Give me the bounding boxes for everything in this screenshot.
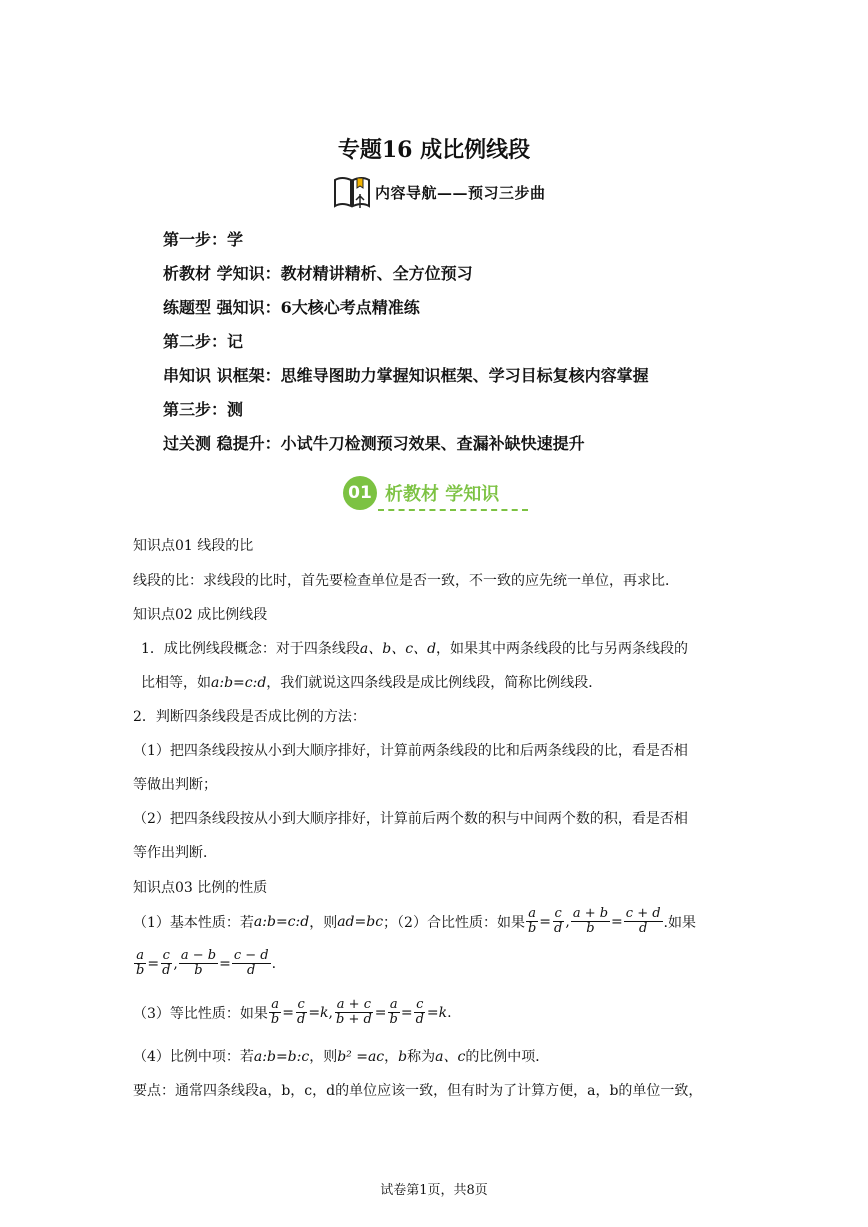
fraction: $\frac{c - d}{d}$ bbox=[233, 948, 269, 979]
fraction: $\frac{a}{b}$ bbox=[389, 997, 398, 1028]
method-1-line-1: （1）把四条线段按从小到大顺序排好，计算前两条线段的比和后两条线段的比，看是否相 bbox=[133, 743, 688, 759]
fraction: $\frac{a}{b}$ bbox=[136, 948, 145, 979]
mean-terms-ac: a、c bbox=[435, 1049, 466, 1065]
segments-abcd: a、b、c、d bbox=[359, 641, 437, 657]
property-4-then: ，则 bbox=[309, 1049, 338, 1065]
property-line-1: （1）基本性质：若 a:b=c:d ，则 ad=bc ；（2）合比性质：如果 $\frac{a}{b}$ = $\frac{c}{d}$ , $\frac{a + b}{b}$ = $\frac{c + d}{d}$ .如果 bbox=[133, 906, 696, 937]
property-2-ifmore: .如果 bbox=[663, 914, 696, 931]
step-3-item-1: 过关测 稳提升：小试牛刀检测预习效果、查漏补缺快速提升 bbox=[163, 434, 585, 453]
banner-text: 内容导航——预习三步曲 bbox=[375, 183, 546, 202]
method-heading: 2．判断四条线段是否成比例的方法： bbox=[133, 709, 366, 725]
concept-text-c: 比相等，如 bbox=[141, 675, 211, 691]
concept-line-1 bbox=[141, 638, 688, 658]
fraction: $\frac{c}{d}$ bbox=[296, 997, 306, 1028]
section-title: 析教材 学知识 bbox=[385, 484, 500, 505]
fraction: $\frac{a + c}{b + d}$ bbox=[335, 997, 372, 1028]
book-icon bbox=[332, 174, 372, 210]
step-1-item-2: 练题型 强知识：6大核心考点精准练 bbox=[163, 298, 420, 317]
fraction: $\frac{c}{d}$ bbox=[415, 997, 424, 1028]
property-3-label: （3）等比性质：如果 bbox=[133, 1005, 268, 1022]
step-2-item-1: 串知识 识框架：思维导图助力掌握知识框架、学习目标复核内容掌握 bbox=[163, 366, 649, 385]
step-1-label: 第一步：学 bbox=[163, 230, 244, 249]
knowledge-point-3-heading: 知识点03 比例的性质 bbox=[133, 880, 268, 896]
property-4-label: （4）比例中项：若 bbox=[133, 1049, 254, 1065]
section-number-badge: 01 bbox=[343, 476, 377, 510]
property-1-label: （1）基本性质：若 bbox=[133, 914, 254, 931]
knowledge-point-1-text: 线段的比：求线段的比时，首先要检查单位是否一致，不一致的应先统一单位，再求比． bbox=[133, 573, 679, 589]
concept-text-d: ，我们就说这四条线段是成比例线段，简称比例线段． bbox=[266, 675, 603, 691]
fraction: $\frac{a}{b}$ bbox=[527, 906, 537, 937]
step-3-label: 第三步：测 bbox=[163, 400, 244, 419]
method-1-line-2: 等做出判断； bbox=[133, 777, 217, 793]
property-4-called: 称为 bbox=[407, 1049, 436, 1065]
fraction: $\frac{c}{d}$ bbox=[554, 906, 563, 937]
basic-product: ad=bc bbox=[337, 913, 384, 930]
content-nav-banner bbox=[332, 172, 546, 212]
mean-square: b² =ac bbox=[337, 1049, 385, 1065]
property-2-label: ；（2）合比性质：如果 bbox=[383, 914, 525, 931]
basic-ratio: a:b=c:d bbox=[253, 913, 310, 930]
fraction: $\frac{c}{d}$ bbox=[162, 948, 171, 979]
mean-term: b bbox=[398, 1049, 408, 1065]
fraction: $\frac{c + d}{d}$ bbox=[625, 906, 661, 937]
concept-line-2 bbox=[141, 672, 602, 692]
page-footer: 试卷第1页，共8页 bbox=[380, 1183, 488, 1198]
knowledge-point-2-heading: 知识点02 成比例线段 bbox=[133, 607, 268, 623]
property-line-4: （4）比例中项：若a:b=b:c，则b² =ac，b称为a、c的比例中项． bbox=[133, 1049, 550, 1065]
concept-text-b: ，如果其中两条线段的比与另两条线段的 bbox=[436, 641, 689, 657]
knowledge-point-1-heading: 知识点01 线段的比 bbox=[133, 538, 254, 554]
ratio-expression: a:b=c:d bbox=[211, 675, 267, 691]
fraction: $\frac{a - b}{b}$ bbox=[180, 948, 217, 979]
method-2-line-1: （2）把四条线段按从小到大顺序排好，计算前后两个数的积与中间两个数的积，看是否相 bbox=[133, 811, 688, 827]
method-2-line-2: 等作出判断． bbox=[133, 845, 217, 861]
property-4-end: 的比例中项． bbox=[465, 1049, 550, 1065]
fraction: $\frac{a}{b}$ bbox=[270, 997, 280, 1028]
property-line-2: $\frac{a}{b}$ = $\frac{c}{d}$ , $\frac{a - b}{b}$ = $\frac{c - d}{d}$ . bbox=[136, 948, 277, 979]
page-title: 专题16 成比例线段 bbox=[337, 137, 531, 163]
mean-ratio: a:b=b:c bbox=[253, 1049, 310, 1065]
property-line-3: （3）等比性质：如果 $\frac{a}{b}$ = $\frac{c}{d}$ = k , $\frac{a + c}{b + d}$ = $\frac{a}{b}$ = $\frac{c}{d}$ = k . bbox=[133, 997, 452, 1028]
note-text: 要点：通常四条线段a，b，c，d的单位应该一致，但有时为了计算方便，a，b的单位一致， bbox=[133, 1083, 703, 1099]
step-2-label: 第二步：记 bbox=[163, 332, 244, 351]
property-1-then: ，则 bbox=[309, 914, 338, 931]
section-divider bbox=[378, 509, 528, 511]
step-1-item-1: 析教材 学知识：教材精讲精析、全方位预习 bbox=[163, 264, 473, 283]
fraction: $\frac{a + b}{b}$ bbox=[572, 906, 609, 937]
concept-text-a: 1．成比例线段概念：对于四条线段 bbox=[141, 641, 360, 657]
